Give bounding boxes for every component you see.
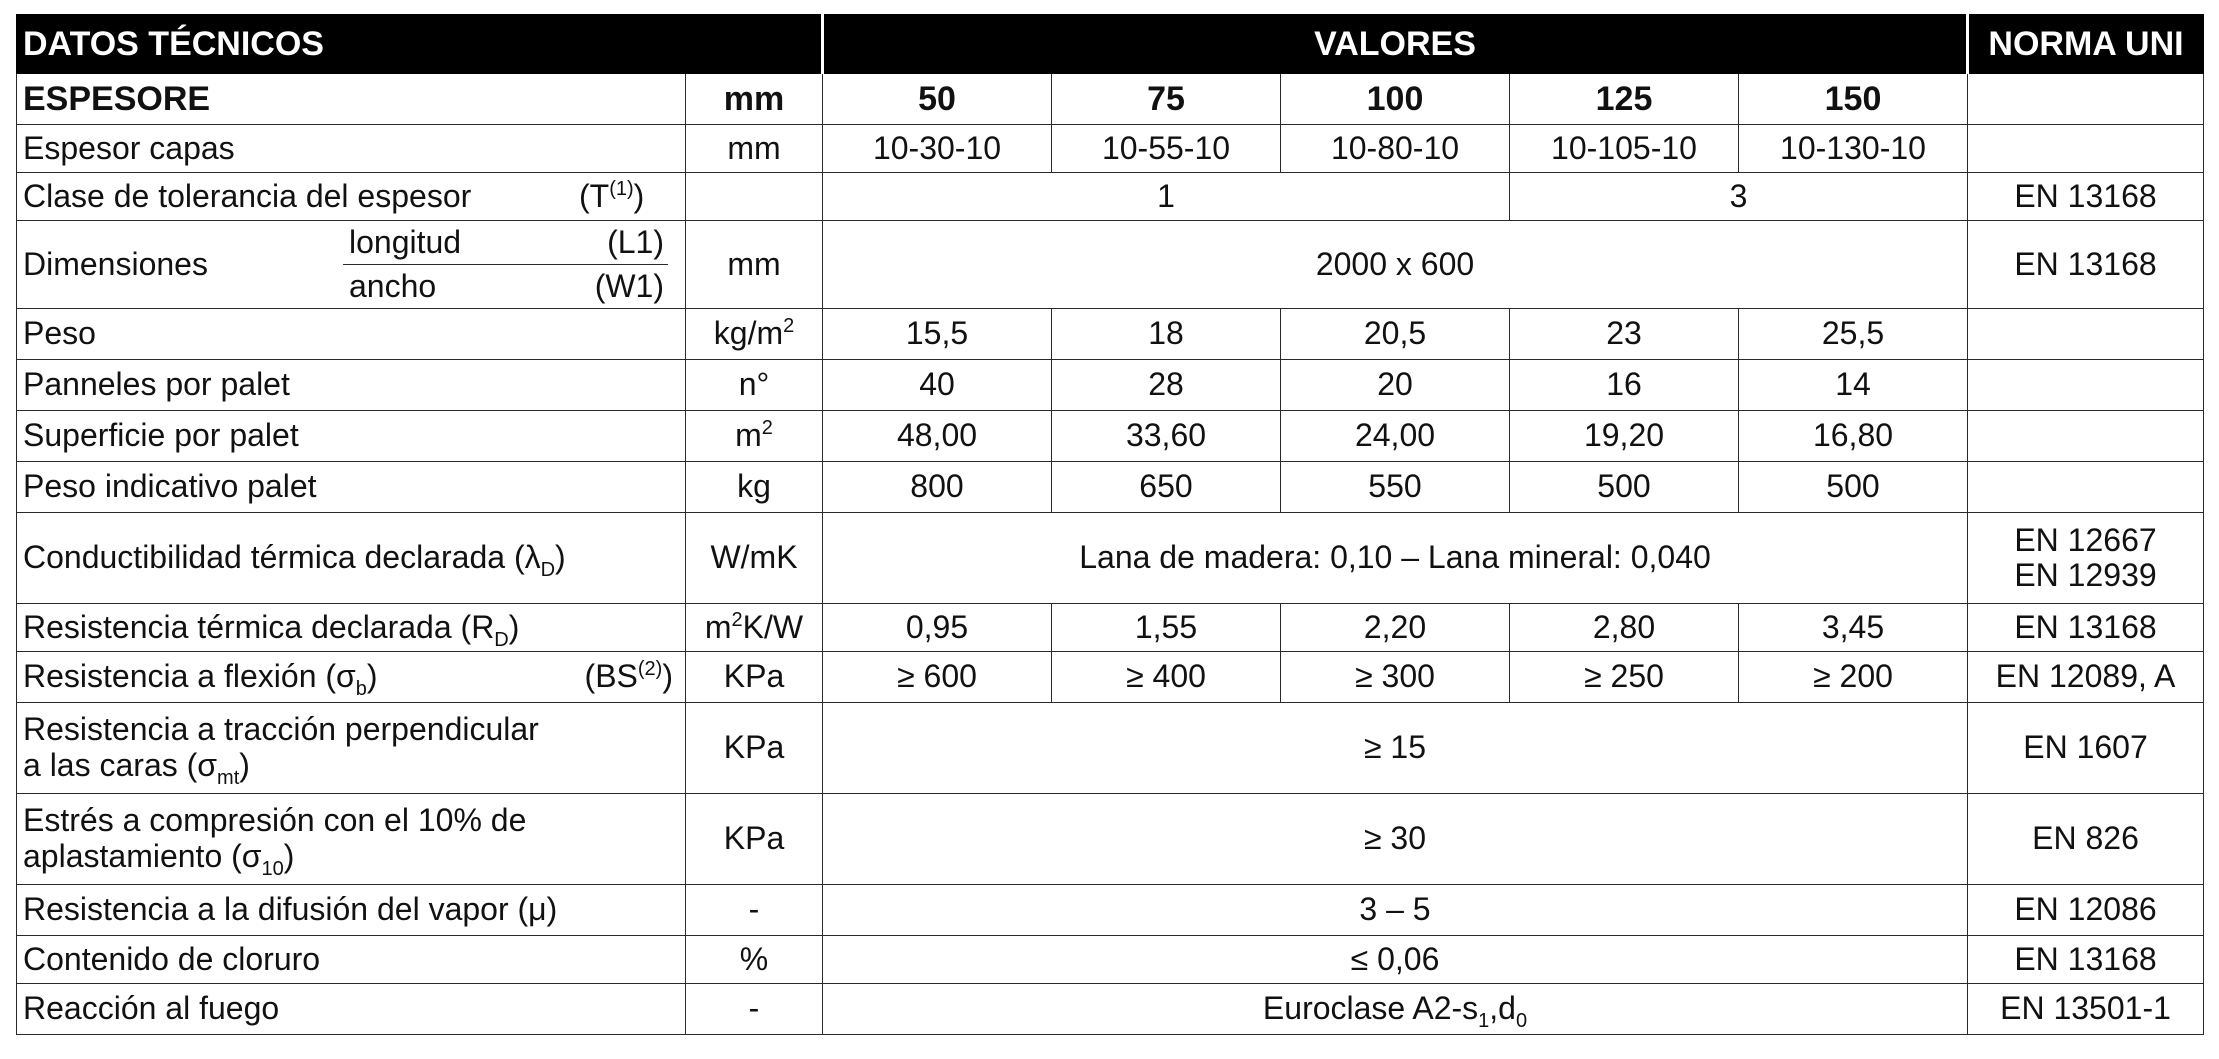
peso-unit bbox=[686, 309, 823, 360]
vapor-norma: EN 12086 bbox=[1968, 885, 2204, 936]
fuego-value-a: Euroclase A2-s bbox=[1262, 990, 1479, 1027]
compresion-label-line2 bbox=[23, 838, 675, 880]
espesor-label: ESPESORE bbox=[17, 74, 686, 125]
traccion-unit: KPa bbox=[686, 703, 823, 794]
peso-value: 18 bbox=[1052, 309, 1281, 360]
panneles-value: 14 bbox=[1739, 360, 1968, 411]
conductibilidad-label bbox=[17, 513, 686, 604]
traccion-line2-text: a las caras (σ bbox=[23, 747, 218, 783]
cloruro-row bbox=[17, 936, 2204, 984]
superficie-unit bbox=[686, 411, 823, 462]
flexion-value: ≥ 300 bbox=[1281, 652, 1510, 703]
dimensiones-subrows bbox=[343, 221, 668, 308]
flexion-unit: KPa bbox=[686, 652, 823, 703]
resistencia-termica-row bbox=[17, 604, 2204, 652]
conductibilidad-norma-1: EN 12667 bbox=[2014, 522, 2157, 559]
ancho-label: ancho bbox=[349, 267, 437, 304]
fuego-sub-1: 1 bbox=[1478, 1010, 1490, 1033]
dimensiones-value: 2000 x 600 bbox=[823, 221, 1968, 309]
tolerancia-unit bbox=[686, 173, 823, 221]
vapor-label: Resistencia a la difusión del vapor (μ) bbox=[17, 885, 686, 936]
dimensiones-label: Dimensiones bbox=[23, 245, 208, 282]
peso-value: 25,5 bbox=[1739, 309, 1968, 360]
flexion-code-end: ) bbox=[662, 658, 673, 695]
flexion-label-text: Resistencia a flexión (σ bbox=[23, 658, 356, 695]
traccion-value: ≥ 15 bbox=[823, 703, 1968, 794]
tolerancia-code bbox=[579, 179, 675, 215]
peso-palet-label: Peso indicativo palet bbox=[17, 462, 686, 513]
espesor-value: 125 bbox=[1510, 74, 1739, 125]
footnote-1: (1) bbox=[609, 177, 634, 200]
dimensiones-label-cell bbox=[17, 221, 686, 309]
tolerancia-label: Clase de tolerancia del espesor bbox=[23, 177, 472, 214]
dimensiones-row bbox=[17, 221, 2204, 309]
espesor-value: 100 bbox=[1281, 74, 1510, 125]
conductibilidad-label-end: ) bbox=[555, 539, 566, 576]
superficie-label: Superficie por palet bbox=[17, 411, 686, 462]
cloruro-norma: EN 13168 bbox=[1968, 936, 2204, 984]
traccion-label-line2 bbox=[23, 747, 675, 789]
superficie-row bbox=[17, 411, 2204, 462]
conductibilidad-norma bbox=[1968, 513, 2204, 604]
peso-value: 23 bbox=[1510, 309, 1739, 360]
header-row bbox=[17, 15, 2204, 74]
conductibilidad-value: Lana de madera: 0,10 – Lana mineral: 0,040 bbox=[823, 513, 1968, 604]
header-valores: VALORES bbox=[823, 15, 1968, 74]
peso-row bbox=[17, 309, 2204, 360]
peso-palet-value: 650 bbox=[1052, 462, 1281, 513]
dimensiones-norma: EN 13168 bbox=[1968, 221, 2204, 309]
conductibilidad-norma-2: EN 12939 bbox=[2014, 557, 2157, 593]
peso-unit-sup: 2 bbox=[783, 315, 795, 338]
capas-value: 10-55-10 bbox=[1052, 125, 1281, 173]
tolerancia-code-end: ) bbox=[633, 177, 645, 214]
resistencia-termica-label-text: Resistencia térmica declarada (R bbox=[23, 608, 495, 645]
superficie-unit-text: m bbox=[735, 417, 762, 454]
panneles-value: 16 bbox=[1510, 360, 1739, 411]
flexion-row bbox=[17, 652, 2204, 703]
header-norma-uni: NORMA UNI bbox=[1968, 15, 2204, 74]
technical-data-table bbox=[16, 14, 2204, 1035]
flexion-norma: EN 12089, A bbox=[1968, 652, 2204, 703]
vapor-value: 3 – 5 bbox=[823, 885, 1968, 936]
ancho-code: (W1) bbox=[594, 267, 664, 304]
resistencia-termica-label-end: ) bbox=[508, 608, 520, 645]
peso-label: Peso bbox=[17, 309, 686, 360]
espesor-value: 150 bbox=[1739, 74, 1968, 125]
flexion-label-end: ) bbox=[366, 658, 378, 695]
traccion-label bbox=[17, 703, 686, 794]
tolerancia-value-a: 1 bbox=[823, 173, 1510, 221]
sigma-mt-sub: mt bbox=[217, 767, 240, 789]
longitud-label: longitud bbox=[349, 223, 462, 260]
resistencia-termica-value: 2,80 bbox=[1510, 604, 1739, 652]
superficie-value: 19,20 bbox=[1510, 411, 1739, 462]
peso-value: 15,5 bbox=[823, 309, 1052, 360]
compresion-line2-end: ) bbox=[283, 838, 295, 874]
peso-palet-value: 800 bbox=[823, 462, 1052, 513]
fuego-value-b: ,d bbox=[1489, 990, 1516, 1027]
capas-norma bbox=[1968, 125, 2204, 173]
tolerancia-label-cell bbox=[17, 173, 686, 221]
vapor-row bbox=[17, 885, 2204, 936]
peso-value: 20,5 bbox=[1281, 309, 1510, 360]
cloruro-label: Contenido de cloruro bbox=[17, 936, 686, 984]
vapor-unit: - bbox=[686, 885, 823, 936]
rt-unit-pre: m bbox=[704, 608, 732, 645]
superficie-value: 33,60 bbox=[1052, 411, 1281, 462]
peso-unit-text: kg/m bbox=[713, 315, 784, 352]
fuego-norma: EN 13501-1 bbox=[1968, 984, 2204, 1035]
rt-unit-sup: 2 bbox=[731, 608, 743, 631]
dimensiones-longitud bbox=[343, 221, 668, 265]
superficie-unit-sup: 2 bbox=[761, 417, 773, 440]
flexion-value: ≥ 600 bbox=[823, 652, 1052, 703]
flexion-code bbox=[585, 659, 675, 695]
panneles-norma bbox=[1968, 360, 2204, 411]
espesor-value: 75 bbox=[1052, 74, 1281, 125]
resistencia-termica-value: 0,95 bbox=[823, 604, 1052, 652]
fuego-unit: - bbox=[686, 984, 823, 1035]
panneles-value: 20 bbox=[1281, 360, 1510, 411]
capas-row bbox=[17, 125, 2204, 173]
peso-palet-value: 500 bbox=[1739, 462, 1968, 513]
compresion-row bbox=[17, 794, 2204, 885]
superficie-value: 48,00 bbox=[823, 411, 1052, 462]
resistencia-termica-norma: EN 13168 bbox=[1968, 604, 2204, 652]
fuego-row bbox=[17, 984, 2204, 1035]
cloruro-value: ≤ 0,06 bbox=[823, 936, 1968, 984]
footnote-2: (2) bbox=[637, 658, 663, 681]
traccion-line2-end: ) bbox=[239, 747, 250, 783]
compresion-norma: EN 826 bbox=[1968, 794, 2204, 885]
espesor-unit: mm bbox=[686, 74, 823, 125]
sigma-10-sub: 10 bbox=[261, 858, 284, 880]
conductibilidad-label-text: Conductibilidad térmica declarada (λ bbox=[23, 539, 541, 576]
capas-value: 10-30-10 bbox=[823, 125, 1052, 173]
espesor-norma bbox=[1968, 74, 2204, 125]
superficie-norma bbox=[1968, 411, 2204, 462]
longitud-code: (L1) bbox=[607, 223, 664, 260]
fuego-value bbox=[823, 984, 1968, 1035]
flexion-value: ≥ 250 bbox=[1510, 652, 1739, 703]
flexion-code-text: (BS bbox=[584, 658, 638, 695]
resistencia-termica-label bbox=[17, 604, 686, 652]
capas-value: 10-105-10 bbox=[1510, 125, 1739, 173]
tolerancia-code-text: (T bbox=[579, 177, 610, 214]
superficie-value: 16,80 bbox=[1739, 411, 1968, 462]
capas-unit: mm bbox=[686, 125, 823, 173]
resistencia-termica-value: 3,45 bbox=[1739, 604, 1968, 652]
panneles-label: Panneles por palet bbox=[17, 360, 686, 411]
tolerancia-row bbox=[17, 173, 2204, 221]
conductibilidad-unit: W/mK bbox=[686, 513, 823, 604]
traccion-norma: EN 1607 bbox=[1968, 703, 2204, 794]
rt-unit-post: K/W bbox=[742, 608, 804, 645]
flexion-label bbox=[23, 658, 378, 701]
compresion-line2-text: aplastamiento (σ bbox=[23, 838, 262, 874]
compresion-value: ≥ 30 bbox=[823, 794, 1968, 885]
panneles-unit: n° bbox=[686, 360, 823, 411]
tolerancia-value-b: 3 bbox=[1510, 173, 1968, 221]
traccion-label-line1: Resistencia a tracción perpendicular bbox=[23, 711, 539, 748]
peso-norma bbox=[1968, 309, 2204, 360]
tolerancia-norma: EN 13168 bbox=[1968, 173, 2204, 221]
panneles-value: 28 bbox=[1052, 360, 1281, 411]
capas-value: 10-80-10 bbox=[1281, 125, 1510, 173]
peso-palet-value: 500 bbox=[1510, 462, 1739, 513]
flexion-value: ≥ 200 bbox=[1739, 652, 1968, 703]
superficie-value: 24,00 bbox=[1281, 411, 1510, 462]
espesor-value: 50 bbox=[823, 74, 1052, 125]
peso-palet-unit: kg bbox=[686, 462, 823, 513]
traccion-row bbox=[17, 703, 2204, 794]
espesor-row bbox=[17, 74, 2204, 125]
resistencia-termica-unit bbox=[686, 604, 823, 652]
capas-label: Espesor capas bbox=[17, 125, 686, 173]
peso-palet-value: 550 bbox=[1281, 462, 1510, 513]
flexion-label-cell bbox=[17, 652, 686, 703]
peso-palet-norma bbox=[1968, 462, 2204, 513]
compresion-unit: KPa bbox=[686, 794, 823, 885]
resistencia-termica-value: 1,55 bbox=[1052, 604, 1281, 652]
sigma-b-sub: b bbox=[355, 678, 367, 701]
conductibilidad-row bbox=[17, 513, 2204, 604]
rd-sub: D bbox=[494, 628, 509, 651]
compresion-label-line1: Estrés a compresión con el 10% de bbox=[23, 802, 527, 839]
dimensiones-ancho bbox=[343, 265, 668, 308]
fuego-sub-2: 0 bbox=[1515, 1010, 1528, 1033]
panneles-row bbox=[17, 360, 2204, 411]
flexion-value: ≥ 400 bbox=[1052, 652, 1281, 703]
resistencia-termica-value: 2,20 bbox=[1281, 604, 1510, 652]
peso-palet-row bbox=[17, 462, 2204, 513]
header-datos-tecnicos: DATOS TÉCNICOS bbox=[17, 15, 823, 74]
lambda-sub: D bbox=[540, 559, 556, 582]
compresion-label bbox=[17, 794, 686, 885]
technical-data-sheet bbox=[16, 14, 2203, 1035]
cloruro-unit: % bbox=[686, 936, 823, 984]
capas-value: 10-130-10 bbox=[1739, 125, 1968, 173]
panneles-value: 40 bbox=[823, 360, 1052, 411]
fuego-label: Reacción al fuego bbox=[17, 984, 686, 1035]
dimensiones-unit: mm bbox=[686, 221, 823, 309]
